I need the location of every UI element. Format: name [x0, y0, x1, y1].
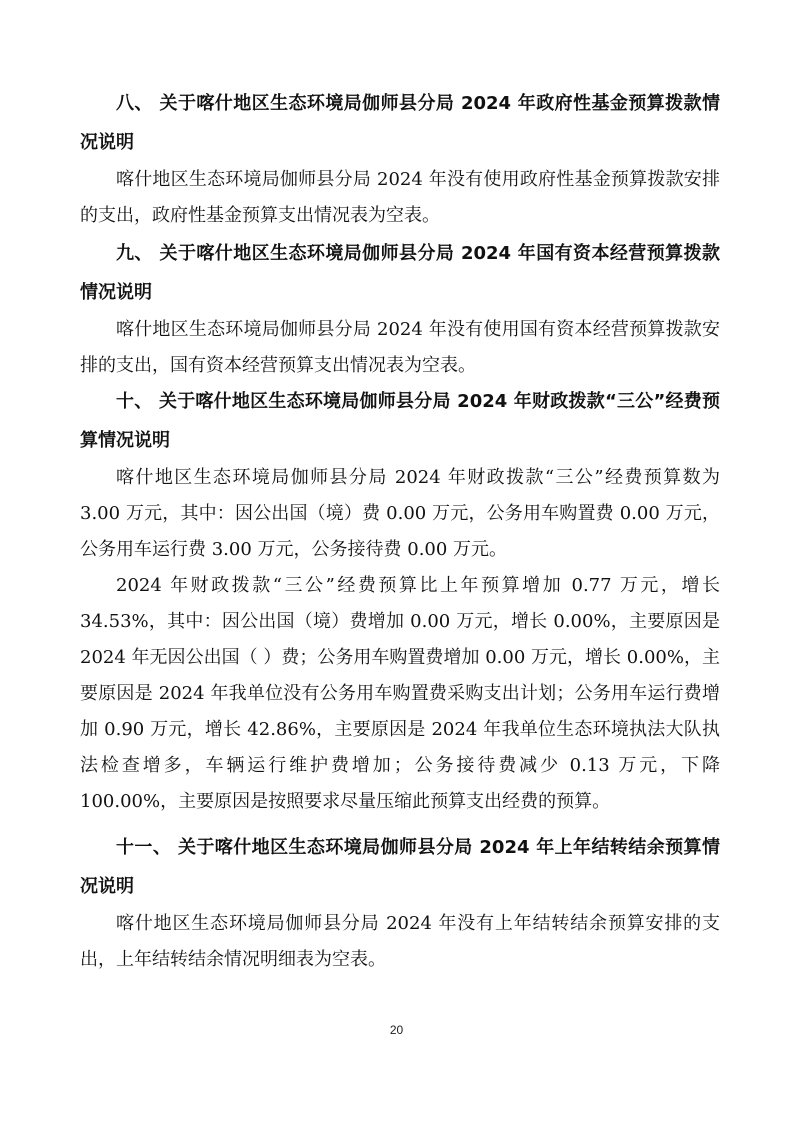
- body-paragraph: 2024 年财政拨款“三公”经费预算比上年预算增加 0.77 万元，增长 34.53%，其中：因公出国（境）费增加 0.00 万元，增长 0.00%，主要原因是 2024 年无因公出国（ ）费；公务用车购置费增加 0.00 万元，增长 0.00%，主要原因是 2024 年我单位没有公务用车购置费采购支出计划；公务用车运行费增加 0.90 万元，增长 42.86%，主要原因是 2024 年我单位生态环境执法大队执法检查增多，车辆运行维护费增加；公务接待费减少 0.13 万元，下降 100.00%，主要原因是按照要求尽量压缩此预算支出经费的预算。: [80, 575, 720, 812]
- section-heading: 十、 关于喀什地区生态环境局伽师县分局 2024 年财政拨款“三公”经费预算情况说明: [80, 391, 720, 451]
- section-9: [80, 234, 720, 384]
- page-number: 20: [389, 1023, 404, 1037]
- body-paragraph: 喀什地区生态环境局伽师县分局 2024 年没有上年结转结余预算安排的支出，上年结转结余情况明细表为空表。: [80, 913, 720, 970]
- body-paragraph: 喀什地区生态环境局伽师县分局 2024 年没有使用国有资本经营预算拨款安排的支出，国有资本经营预算支出情况表为空表。: [80, 319, 720, 376]
- section-8: [80, 84, 720, 234]
- section-heading: 八、 关于喀什地区生态环境局伽师县分局 2024 年政府性基金预算拨款情况说明: [80, 93, 720, 153]
- body-paragraph: 喀什地区生态环境局伽师县分局 2024 年没有使用政府性基金预算拨款安排的支出，政府性基金预算支出情况表为空表。: [80, 169, 720, 226]
- section-heading: 十一、 关于喀什地区生态环境局伽师县分局 2024 年上年结转结余预算情况说明: [80, 837, 720, 897]
- section-11: [80, 828, 720, 978]
- body-paragraph: 喀什地区生态环境局伽师县分局 2024 年财政拨款“三公”经费预算数为 3.00 万元，其中：因公出国（境）费 0.00 万元，公务用车购置费 0.00 万元，公务用车运行费 3.00 万元，公务接待费 0.00 万元。: [80, 467, 720, 560]
- section-heading: 九、 关于喀什地区生态环境局伽师县分局 2024 年国有资本经营预算拨款情况说明: [80, 243, 720, 303]
- section-10: [80, 382, 720, 820]
